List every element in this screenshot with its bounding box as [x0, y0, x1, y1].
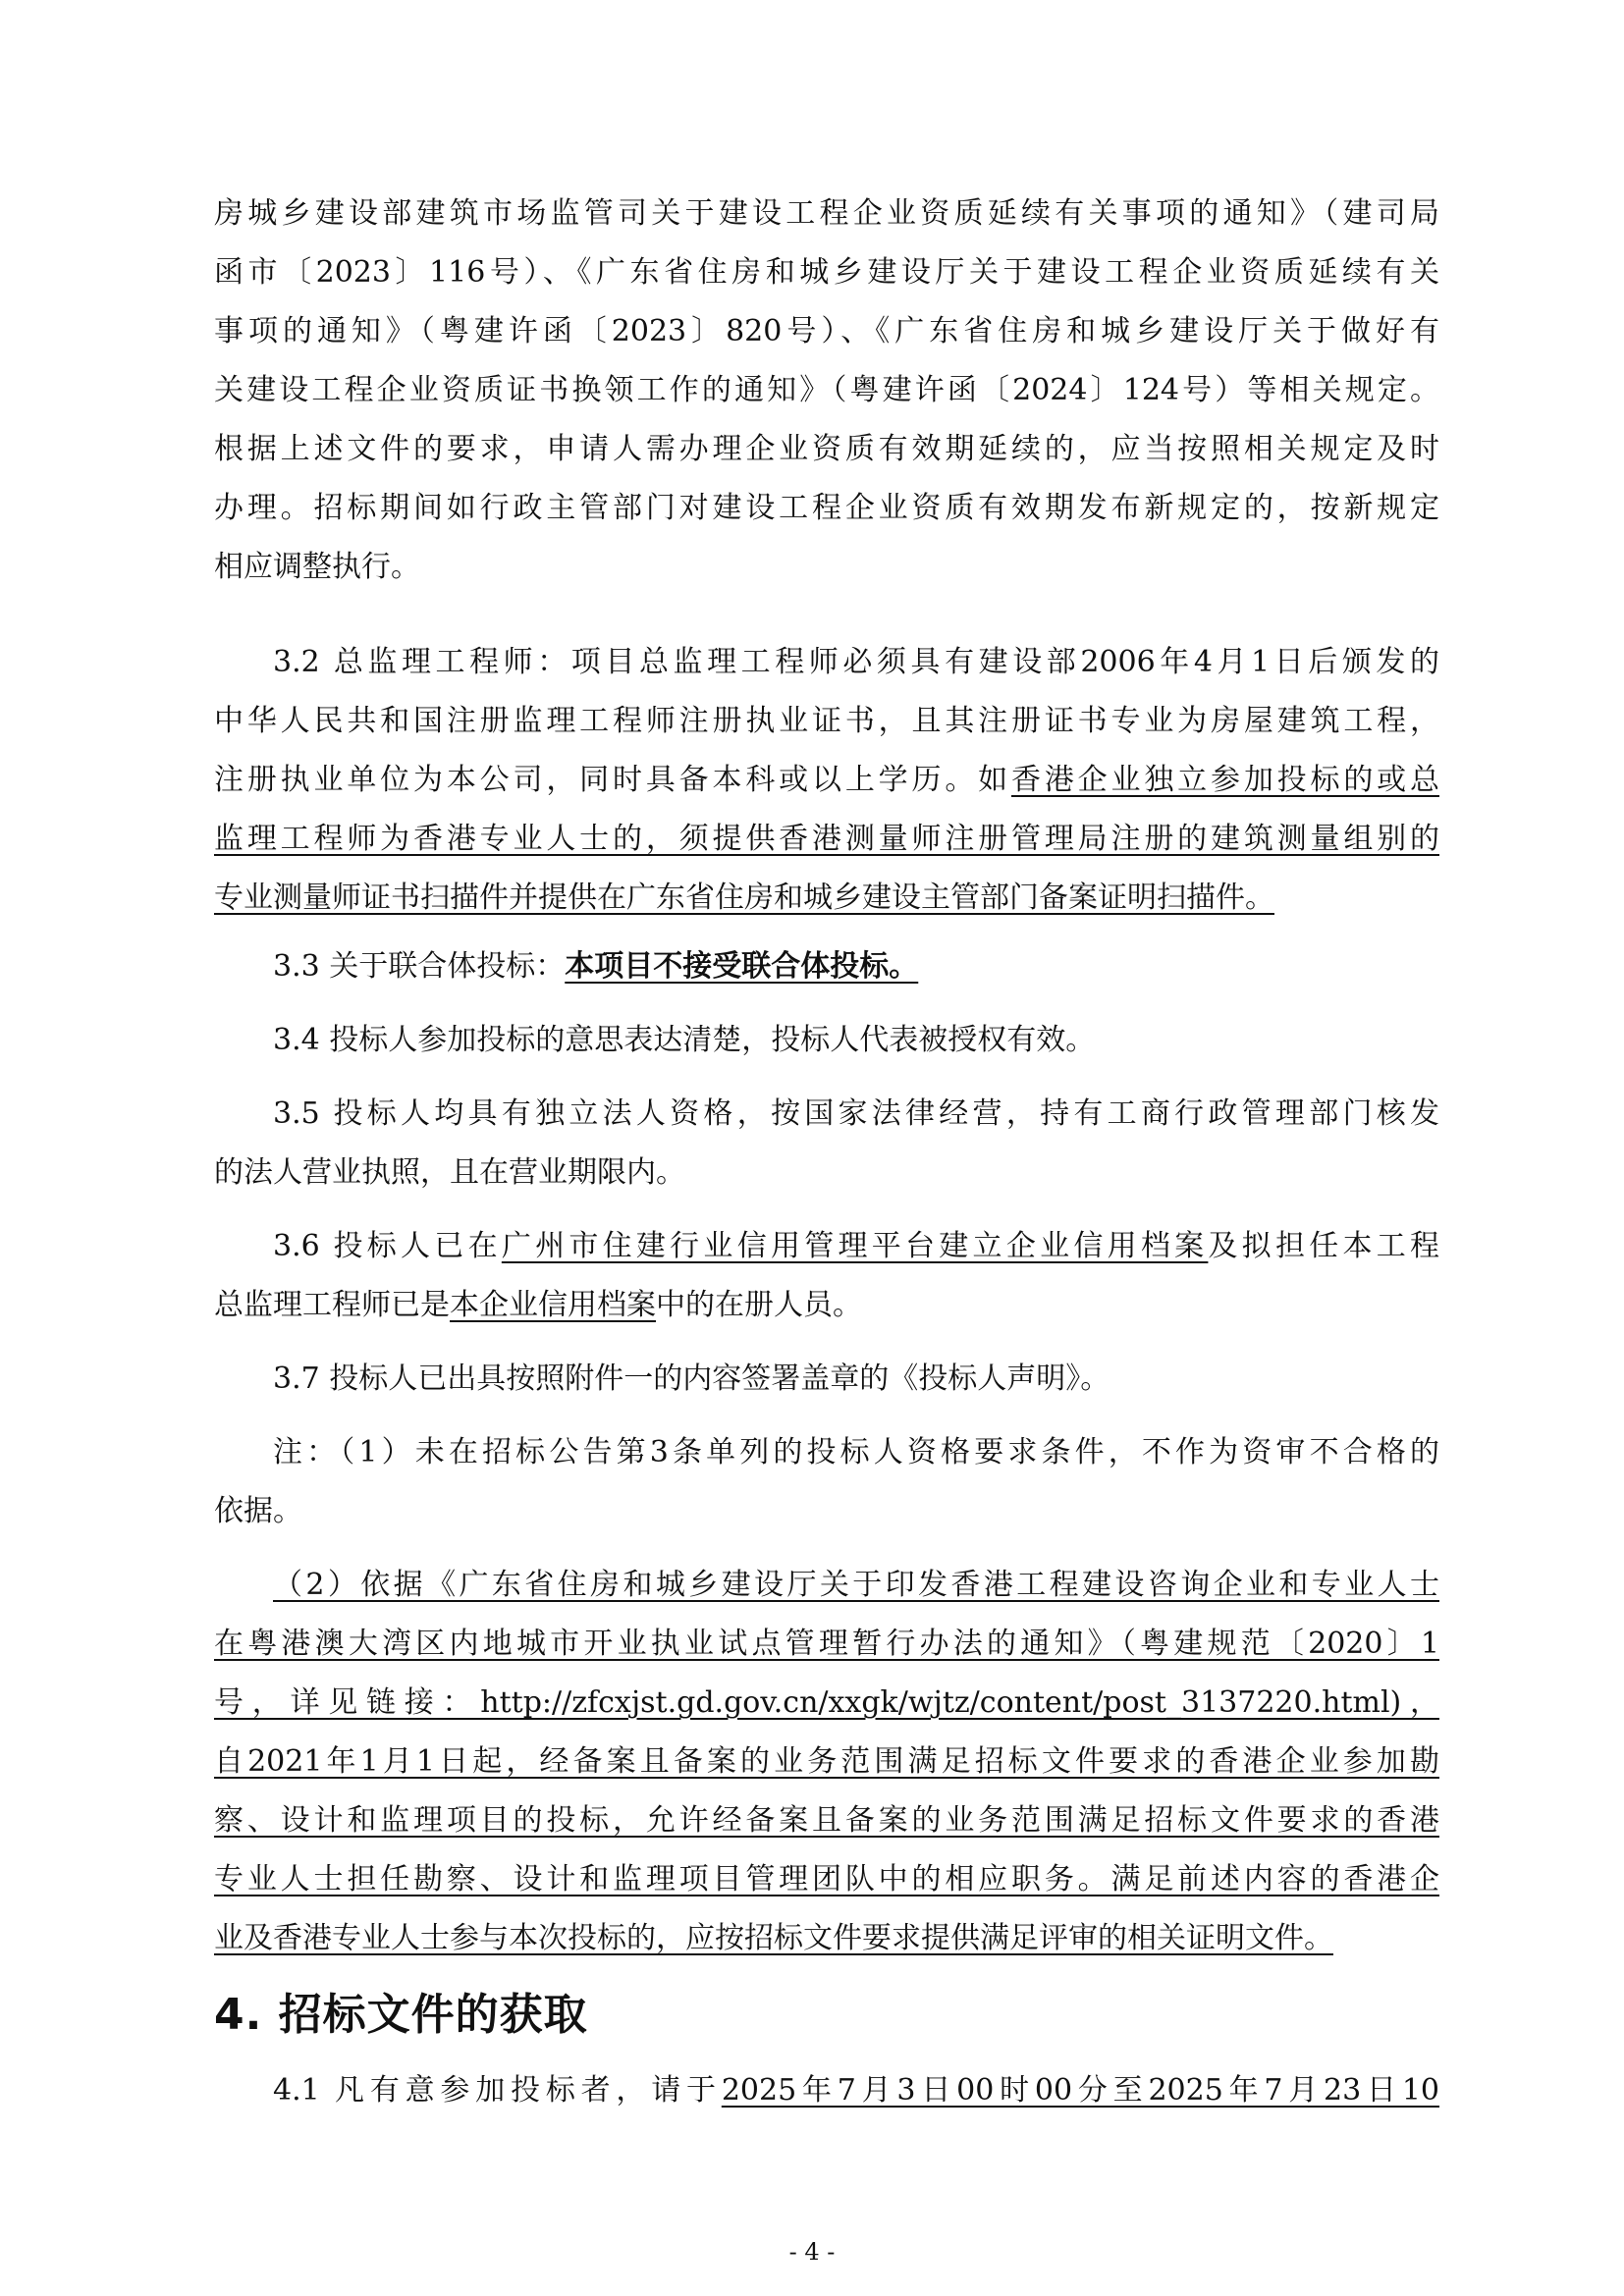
text-line: 3.4 投标人参加投标的意思表达清楚，投标人代表被授权有效。	[273, 1023, 1096, 1057]
text-segment: 4.1 凡有意参加投标者，请于	[273, 2073, 722, 2108]
underlined-text-line: 号，详见链接：http://zfcxjst.gd.gov.cn/xxgk/wjtz/content/post_3137220.html)，	[214, 1685, 1439, 1720]
text-line: 事项的通知》（粤建许函〔2023〕820号）、《广东省住房和城乡建设厅关于做好有	[214, 314, 1439, 348]
underlined-text-line: （2）依据《广东省住房和城乡建设厅关于印发香港工程建设咨询企业和专业人士	[273, 1568, 1439, 1602]
text-line	[273, 947, 1439, 987]
text-line	[214, 761, 1439, 800]
text-line: 函市〔2023〕116号）、《广东省住房和城乡建设厅关于建设工程企业资质延续有关	[214, 255, 1439, 290]
text-line	[273, 2071, 1439, 2110]
text-line: 依据。	[214, 1494, 302, 1528]
text-line: 办理。招标期间如行政主管部门对建设工程企业资质有效期发布新规定的，按新规定	[214, 491, 1439, 525]
text-segment: 3.3 关于联合体投标：	[273, 949, 566, 984]
text-segment: 注册执业单位为本公司，同时具备本科或以上学历。如	[214, 763, 1011, 797]
underlined-text-line: 专业测量师证书扫描件并提供在广东省住房和城乡建设主管部门备案证明扫描件。	[214, 881, 1274, 915]
text-line: 相应调整执行。	[214, 550, 420, 584]
underlined-text-line: 业及香港专业人士参与本次投标的，应按招标文件要求提供满足评审的相关证明文件。	[214, 1921, 1333, 1955]
text-line	[214, 1286, 1439, 1325]
text-line: 的法人营业执照，且在营业期限内。	[214, 1155, 685, 1190]
underlined-text: 2025年7月3日00时00分至2025年7月23日10	[721, 2073, 1440, 2108]
text-segment: 中的在册人员。	[656, 1288, 862, 1322]
underlined-text-line: 察、设计和监理项目的投标，允许经备案且备案的业务范围满足招标文件要求的香港	[214, 1803, 1439, 1838]
text-line: 根据上述文件的要求，申请人需办理企业资质有效期延续的，应当按照相关规定及时	[214, 432, 1439, 466]
text-segment: 及拟担任本工程	[1208, 1229, 1440, 1263]
text-line: 3.2 总监理工程师：项目总监理工程师必须具有建设部2006年4月1日后颁发的	[273, 645, 1439, 679]
underlined-text-line: 自2021年1月1日起，经备案且备案的业务范围满足招标文件要求的香港企业参加勘	[214, 1744, 1439, 1779]
underlined-text-line: 专业人士担任勘察、设计和监理项目管理团队中的相应职务。满足前述内容的香港企	[214, 1862, 1439, 1896]
page-number: - 4 -	[788, 2238, 836, 2266]
text-segment: 3.6 投标人已在	[273, 1229, 502, 1263]
text-line: 注：（1）未在招标公告第3条单列的投标人资格要求条件，不作为资审不合格的	[273, 1435, 1439, 1469]
text-segment: 总监理工程师已是	[214, 1288, 450, 1322]
underlined-text: 香港企业独立参加投标的或总	[1011, 763, 1439, 797]
text-line: 房城乡建设部建筑市场监管司关于建设工程企业资质延续有关事项的通知》（建司局	[214, 196, 1439, 231]
bold-underlined-text: 本项目不接受联合体投标。	[565, 949, 919, 984]
text-line: 关建设工程企业资质证书换领工作的通知》（粤建许函〔2024〕124号）等相关规定。	[214, 373, 1439, 407]
text-line: 3.5 投标人均具有独立法人资格，按国家法律经营，持有工商行政管理部门核发	[273, 1096, 1439, 1131]
underlined-text: 广州市住建行业信用管理平台建立企业信用档案	[501, 1229, 1209, 1263]
underlined-text-line: 监理工程师为香港专业人士的，须提供香港测量师注册管理局注册的建筑测量组别的	[214, 822, 1439, 856]
text-line: 中华人民共和国注册监理工程师注册执业证书，且其注册证书专业为房屋建筑工程，	[214, 704, 1439, 738]
underlined-text: 本企业信用档案	[450, 1288, 656, 1322]
text-line	[273, 1227, 1439, 1266]
text-line: 3.7 投标人已出具按照附件一的内容签署盖章的《投标人声明》。	[273, 1362, 1110, 1396]
section-heading: 4. 招标文件的获取	[214, 1990, 588, 2040]
underlined-text-line: 在粤港澳大湾区内地城市开业执业试点管理暂行办法的通知》（粤建规范〔2020〕1	[214, 1627, 1439, 1661]
